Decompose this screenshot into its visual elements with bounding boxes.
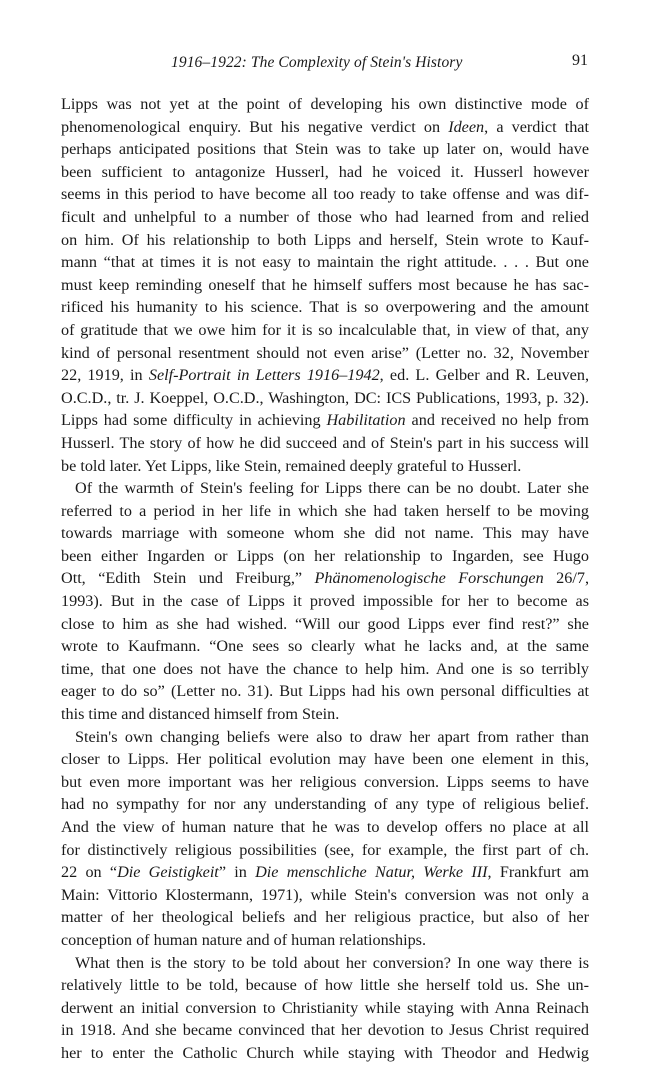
text-line: rificed his humanity to his science. That is so overpowering and the amount bbox=[61, 298, 589, 317]
text-line: this time and distanced himself from Stein. bbox=[61, 705, 340, 724]
text-line: Lipps had some difficulty in achieving Habilitation and received no help from bbox=[61, 411, 589, 430]
text-line: derwent an initial conversion to Christianity while staying with Anna Reinach bbox=[61, 998, 589, 1017]
page-number: 91 bbox=[572, 52, 588, 69]
text-line: Stein's own changing beliefs were also to draw her apart from rather than bbox=[75, 727, 589, 746]
text-line: Lipps was not yet at the point of developing his own distinctive mode of bbox=[61, 95, 589, 113]
text-line: in 1918. And she became convinced that her devotion to Jesus Christ required bbox=[61, 1021, 589, 1040]
text-line: had no sympathy for nor any understanding of any type of religious belief. bbox=[61, 795, 589, 814]
italic-title: Self-Portrait in Letters 1916–1942 bbox=[148, 366, 380, 385]
text-line: been either Ingarden or Lipps (on her relationship to Ingarden, see Hugo bbox=[61, 546, 589, 565]
italic-title: Habilitation bbox=[326, 411, 406, 430]
italic-title: Phänomenologische Forschungen bbox=[314, 569, 544, 588]
text-line: her to enter the Catholic Church while staying with Theodor and Hedwig bbox=[61, 1043, 589, 1062]
text-line: matter of her theological beliefs and her religious practice, but also of her bbox=[61, 908, 589, 927]
text-line: but even more important was her religious conversion. Lipps seems to have bbox=[61, 772, 589, 791]
text-line: conception of human nature and of human relationships. bbox=[61, 930, 427, 949]
text-line: What then is the story to be told about her conversion? In one way there is bbox=[75, 953, 589, 972]
text-line: 22 on “Die Geistigkeit” in Die menschliche Natur, Werke III, Frankfurt am bbox=[61, 863, 589, 882]
text-line: Main: Vittorio Klostermann, 1971), while Stein's conversion was not only a bbox=[61, 885, 589, 904]
text-line: be told later. Yet Lipps, like Stein, remained deeply grateful to Husserl. bbox=[61, 456, 522, 475]
italic-title: Die menschliche Natur, Werke III bbox=[255, 863, 488, 882]
text-line: phenomenological enquiry. But his negative verdict on Ideen, a verdict that bbox=[61, 117, 589, 136]
text-line: on him. Of his relationship to both Lipps and herself, Stein wrote to Kauf- bbox=[61, 230, 589, 249]
text-line: Husserl. The story of how he did succeed and of Stein's part in his success will bbox=[61, 433, 589, 452]
text-line: of gratitude that we owe him for it is so incalculable that, in view of that, any bbox=[61, 320, 589, 339]
text-line: 22, 1919, in Self-Portrait in Letters 1916–1942, ed. L. Gelber and R. Leuven, bbox=[61, 366, 590, 385]
text-line: must keep reminding oneself that he himself suffers most because he has sac- bbox=[61, 275, 589, 294]
text-line: relatively little to be told, because of how little she herself told us. She un- bbox=[61, 976, 589, 995]
text-line: been sufficient to antagonize Husserl, had he voiced it. Husserl however bbox=[61, 162, 589, 181]
text-line: seems in this period to have become all too ready to take offense and was dif- bbox=[61, 185, 589, 204]
body-text bbox=[61, 93, 589, 1065]
text-line: 1993). But in the case of Lipps it proved impossible for her to become as bbox=[61, 592, 589, 611]
text-line: And the view of human nature that he was to develop offers no place at all bbox=[61, 818, 589, 836]
running-head: 1916–1922: The Complexity of Stein's History bbox=[171, 54, 463, 71]
text-line: ficult and unhelpful to a number of those who had learned from and relied bbox=[61, 207, 589, 226]
italic-title: Die Geistigkeit bbox=[117, 863, 219, 882]
text-line: mann “that at times it is not easy to maintain the right attitude. . . . But one bbox=[61, 253, 589, 272]
text-line: closer to Lipps. Her political evolution may have been one element in this, bbox=[61, 750, 589, 769]
text-line: kind of personal resentment should not even arise” (Letter no. 32, November bbox=[61, 343, 589, 362]
text-line: Of the warmth of Stein's feeling for Lipps there can be no doubt. Later she bbox=[75, 479, 589, 498]
text-line: close to him as she had wished. “Will our good Lipps ever find rest?” she bbox=[61, 614, 589, 633]
text-line: O.C.D., tr. J. Koeppel, O.C.D., Washington, DC: ICS Publications, 1993, p. 32). bbox=[61, 388, 589, 407]
text-line: referred to a period in her life in which she had taken herself to be moving bbox=[61, 501, 589, 520]
text-line: towards marriage with someone whom she did not name. This may have bbox=[61, 524, 589, 543]
italic-title: Ideen bbox=[448, 117, 485, 136]
text-line: wrote to Kaufmann. “One sees so clearly what he lacks and, at the same bbox=[61, 637, 589, 656]
text-line: for distinctively religious possibilities (see, for example, the first part of ch. bbox=[61, 840, 589, 859]
text-line: Ott, “Edith Stein und Freiburg,” Phänomenologische Forschungen 26/7, bbox=[61, 569, 589, 588]
text-line: perhaps anticipated positions that Stein was to take up later on, would have bbox=[61, 140, 589, 159]
text-line: eager to do so” (Letter no. 31). But Lipps had his own personal difficulties at bbox=[61, 682, 589, 701]
text-line: time, that one does not have the chance to help him. And one is so terribly bbox=[61, 659, 589, 678]
